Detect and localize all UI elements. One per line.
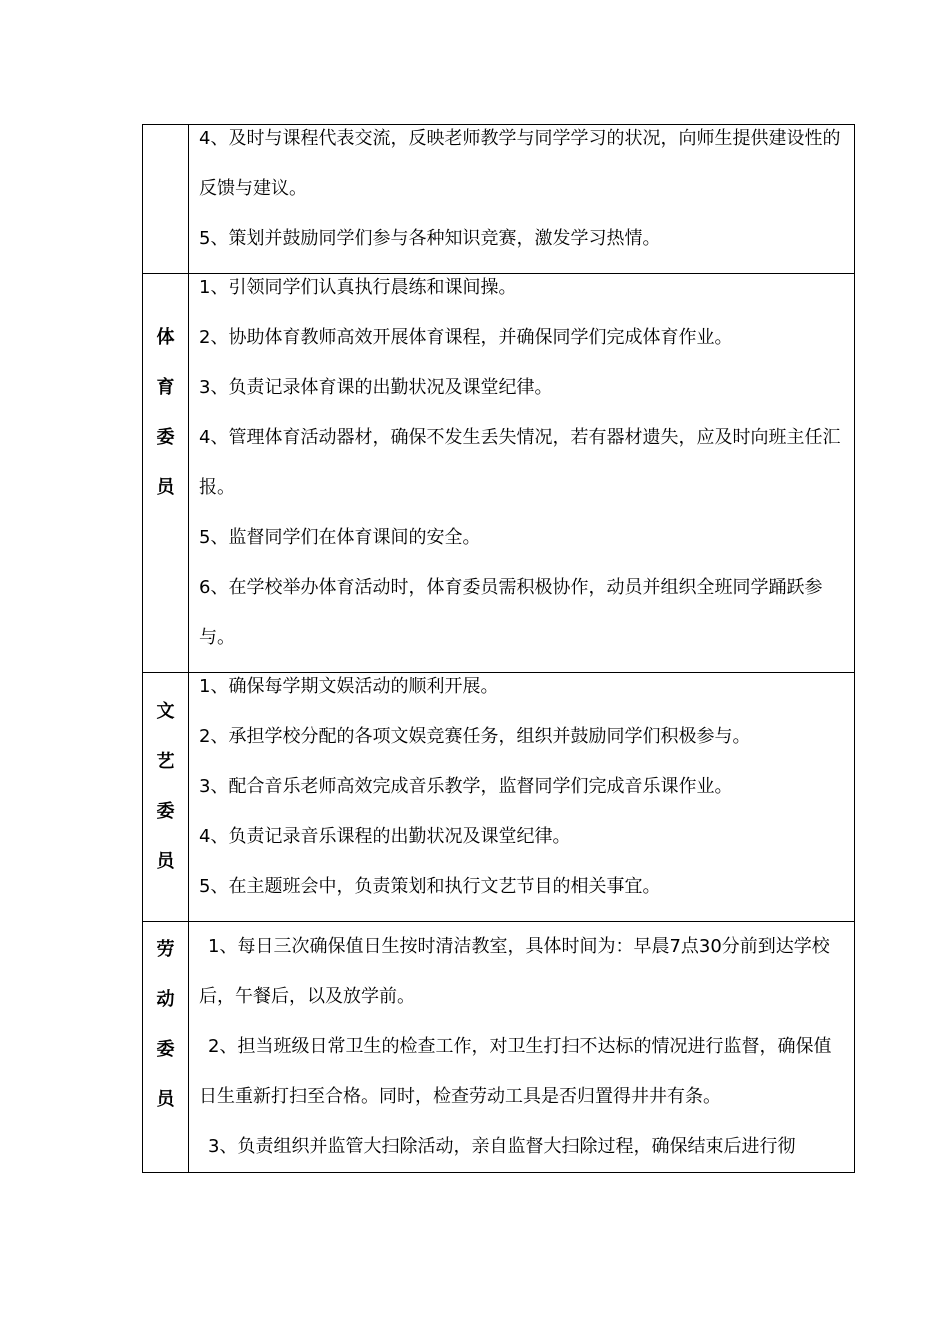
table-row [143,922,855,1173]
duty-cell [189,125,855,274]
role-char: 劳 [156,939,175,960]
role-char: 委 [156,427,175,448]
duty-cell [189,673,855,922]
duty-item: 4、管理体育活动器材，确保不发生丢失情况，若有器材遗失，应及时向班主任汇报。 [199,427,841,498]
duty-item: 2、担当班级日常卫生的检查工作，对卫生打扫不达标的情况进行监督，确保值日生重新打扫至合格。同时，检查劳动工具是否归置得井井有条。 [199,1036,832,1107]
table-row [143,274,855,673]
duty-item: 6、在学校举办体育活动时，体育委员需积极协作，动员并组织全班同学踊跃参与。 [199,577,823,648]
duties-table [142,124,855,1173]
duty-item: 5、监督同学们在体育课间的安全。 [199,527,481,548]
role-char: 委 [156,801,175,822]
role-char: 文 [156,701,175,722]
duty-item: 3、负责记录体育课的出勤状况及课堂纪律。 [199,377,553,398]
duty-item: 1、每日三次确保值日生按时清洁教室，具体时间为：早晨7点30分前到达学校后，午餐后，以及放学前。 [199,936,830,1007]
role-char: 动 [156,989,175,1010]
duty-item: 3、配合音乐老师高效完成音乐教学，监督同学们完成音乐课作业。 [199,776,733,797]
duty-item: 4、及时与课程代表交流，反映老师教学与同学学习的状况，向师生提供建设性的反馈与建议。 [199,128,841,199]
duty-item: 3、负责组织并监管大扫除活动，亲自监督大扫除过程，确保结束后进行彻 [208,1136,796,1157]
role-name [143,922,188,1125]
role-name [143,274,188,513]
duty-item: 2、协助体育教师高效开展体育课程，并确保同学们完成体育作业。 [199,327,733,348]
role-char: 员 [156,477,175,498]
role-char: 育 [156,377,175,398]
role-char: 体 [156,327,175,348]
duty-item: 2、承担学校分配的各项文娱竞赛任务，组织并鼓励同学们积极参与。 [199,726,751,747]
role-char: 委 [156,1039,175,1060]
role-char: 艺 [156,751,175,772]
table-row [143,673,855,922]
role-cell [143,125,189,274]
role-cell [143,673,189,922]
role-cell [143,274,189,673]
table-row [143,125,855,274]
duty-item: 1、确保每学期文娱活动的顺利开展。 [199,676,499,697]
duty-cell [189,922,855,1173]
duty-item: 5、在主题班会中，负责策划和执行文艺节目的相关事宜。 [199,876,661,897]
duty-item: 5、策划并鼓励同学们参与各种知识竞赛，激发学习热情。 [199,228,661,249]
duty-cell [189,274,855,673]
role-char: 员 [156,851,175,872]
role-char: 员 [156,1089,175,1110]
role-name [143,673,188,887]
duty-item: 4、负责记录音乐课程的出勤状况及课堂纪律。 [199,826,571,847]
role-cell [143,922,189,1173]
duty-item: 1、引领同学们认真执行晨练和课间操。 [199,277,517,298]
